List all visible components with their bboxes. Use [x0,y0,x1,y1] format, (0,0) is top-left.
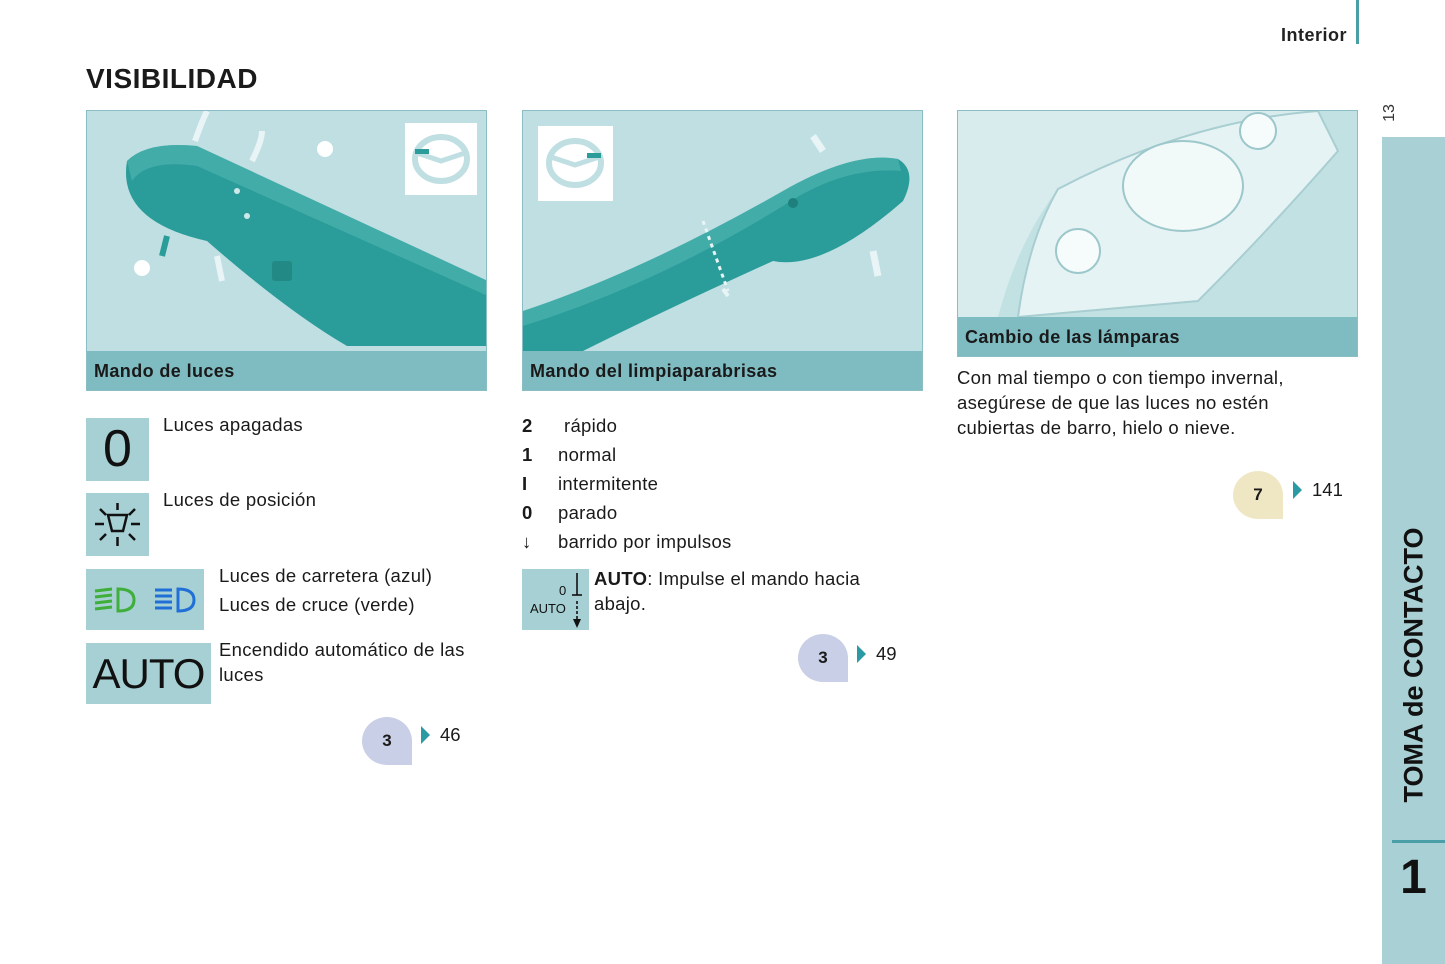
lamps-panel-caption: Cambio de las lámparas [958,317,1357,357]
lights-stalk-illustration [87,111,487,351]
lights-off-label: Luces apagadas [163,414,303,435]
headlamp-figure [957,110,1358,357]
position-lights-label: Luces de posición [163,489,317,510]
section-label: Interior [1280,25,1347,45]
high-beam-label: Luces de carretera (azul) [219,565,433,586]
list-item: 2 rápido [522,415,618,436]
wiper-auto-icon: 0 AUTO [522,569,589,630]
page-title: VISIBILIDAD [86,63,258,94]
lights-panel-caption: Mando de luces [87,351,486,391]
chapter-badge-wipers[interactable]: 3 [798,634,848,682]
auto-lights-icon: AUTO [86,643,211,704]
page-ref-arrow-icon [1293,481,1302,499]
section-divider [1356,0,1359,44]
headlights-icon [86,569,204,630]
page-ref-wipers[interactable]: 49 [876,643,897,664]
list-item: I intermitente [522,473,659,494]
position-lights-icon [86,493,149,556]
wiper-stalk-figure [522,110,923,391]
wiper-settings-list [522,411,922,561]
page-ref-lamps[interactable]: 141 [1312,479,1343,500]
lights-stalk-figure [86,110,487,391]
chapter-title: TOMA de CONTACTO [1398,527,1428,803]
auto-lights-label: Encendido automático de las luces [219,639,465,685]
chapter-number: 1 [1400,851,1427,904]
headlamp-illustration [958,111,1358,317]
list-item: 0 parado [522,502,618,523]
chapter-badge-lights[interactable]: 3 [362,717,412,765]
list-item: ↓ barrido por impulsos [522,531,732,552]
page-ref-arrow-icon [857,645,866,663]
wiper-auto-text: AUTO: Impulse el mando hacia abajo. [594,568,861,614]
page-number: 13 [1381,104,1398,122]
chapter-tab-divider [1392,840,1445,843]
lights-off-icon: 0 [86,418,149,481]
lamps-warning-text: Con mal tiempo o con tiempo invernal, asegúrese de que las luces no estén cubiertas de barro, hielo o nieve. [957,367,1284,438]
chapter-badge-lamps[interactable]: 7 [1233,471,1283,519]
page-ref-arrow-icon [421,726,430,744]
wiper-panel-caption: Mando del limpiaparabrisas [523,351,922,391]
page-ref-lights[interactable]: 46 [440,724,461,745]
wiper-stalk-illustration [523,111,923,351]
list-item: 1 normal [522,444,617,465]
low-beam-label: Luces de cruce (verde) [219,594,415,615]
